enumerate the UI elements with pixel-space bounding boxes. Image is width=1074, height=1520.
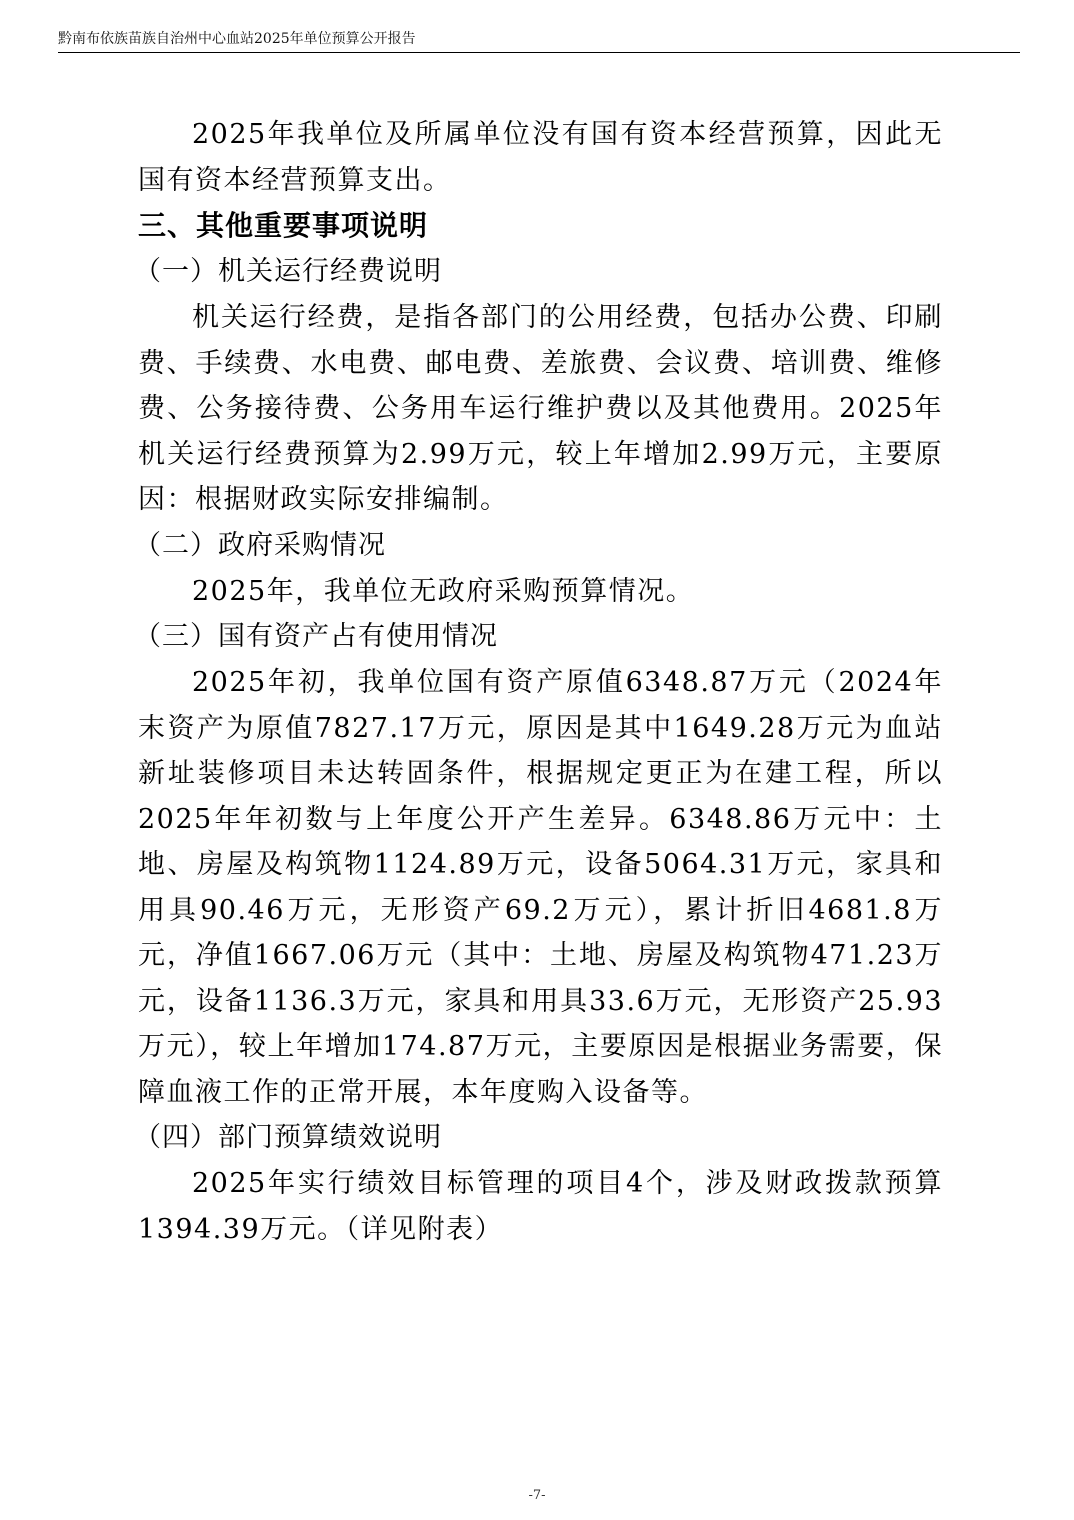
subsection-heading-2: （二）政府采购情况 [134,529,386,561]
intro-paragraph: 2025年我单位及所属单位没有国有资本经营预算，因此无国有资本经营预算支出。 [138,119,943,196]
paragraph-state-assets: 2025年初，我单位国有资产原值6348.87万元（2024年末资产为原值7827.17万元，原因是其中1649.28万元为血站新址装修项目未达转固条件，根据规定更正为在建工程，所以2025年年初数与上年度公开产生差异。6348.86万元中：土地、房屋及构筑物1124.89万元，设备5064.31万元，家具和用具90.46万元，无形资产69.2万元），累计折旧4681.8万元，净值1667.06万元（其中：土地、房屋及构筑物471.23万元，设备1136.3万元，家具和用具33.6万元，无形资产25.93万元），较上年增加174.87万元，主要原因是根据业务需要，保障血液工作的正常开展，本年度购入设备等。 [138,667,943,1108]
paragraph-procurement: 2025年，我单位无政府采购预算情况。 [192,575,695,607]
subsection-heading-1: （一）机关运行经费说明 [134,256,442,287]
section-heading: 三、其他重要事项说明 [138,209,429,242]
paragraph-operating-costs: 机关运行经费，是指各部门的公用经费，包括办公费、印刷费、手续费、水电费、邮电费、差旅费、会议费、培训费、维修费、公务接待费、公务用车运行维护费以及其他费用。2025年机关运行经费预算为2.99万元，较上年增加2.99万元，主要原因：根据财政实际安排编制。 [138,302,943,515]
page-number: -7- [528,1488,546,1503]
running-header: 黔南布依族苗族自治州中心血站2025年单位预算公开报告 [58,31,416,47]
header-divider [58,52,1020,53]
subsection-heading-3: （三）国有资产占有使用情况 [134,621,498,652]
paragraph-performance: 2025年实行绩效目标管理的项目4个，涉及财政拨款预算1394.39万元。（详见附表） [138,1168,943,1245]
document-body [134,112,943,1252]
subsection-heading-4: （四）部门预算绩效说明 [134,1122,442,1153]
